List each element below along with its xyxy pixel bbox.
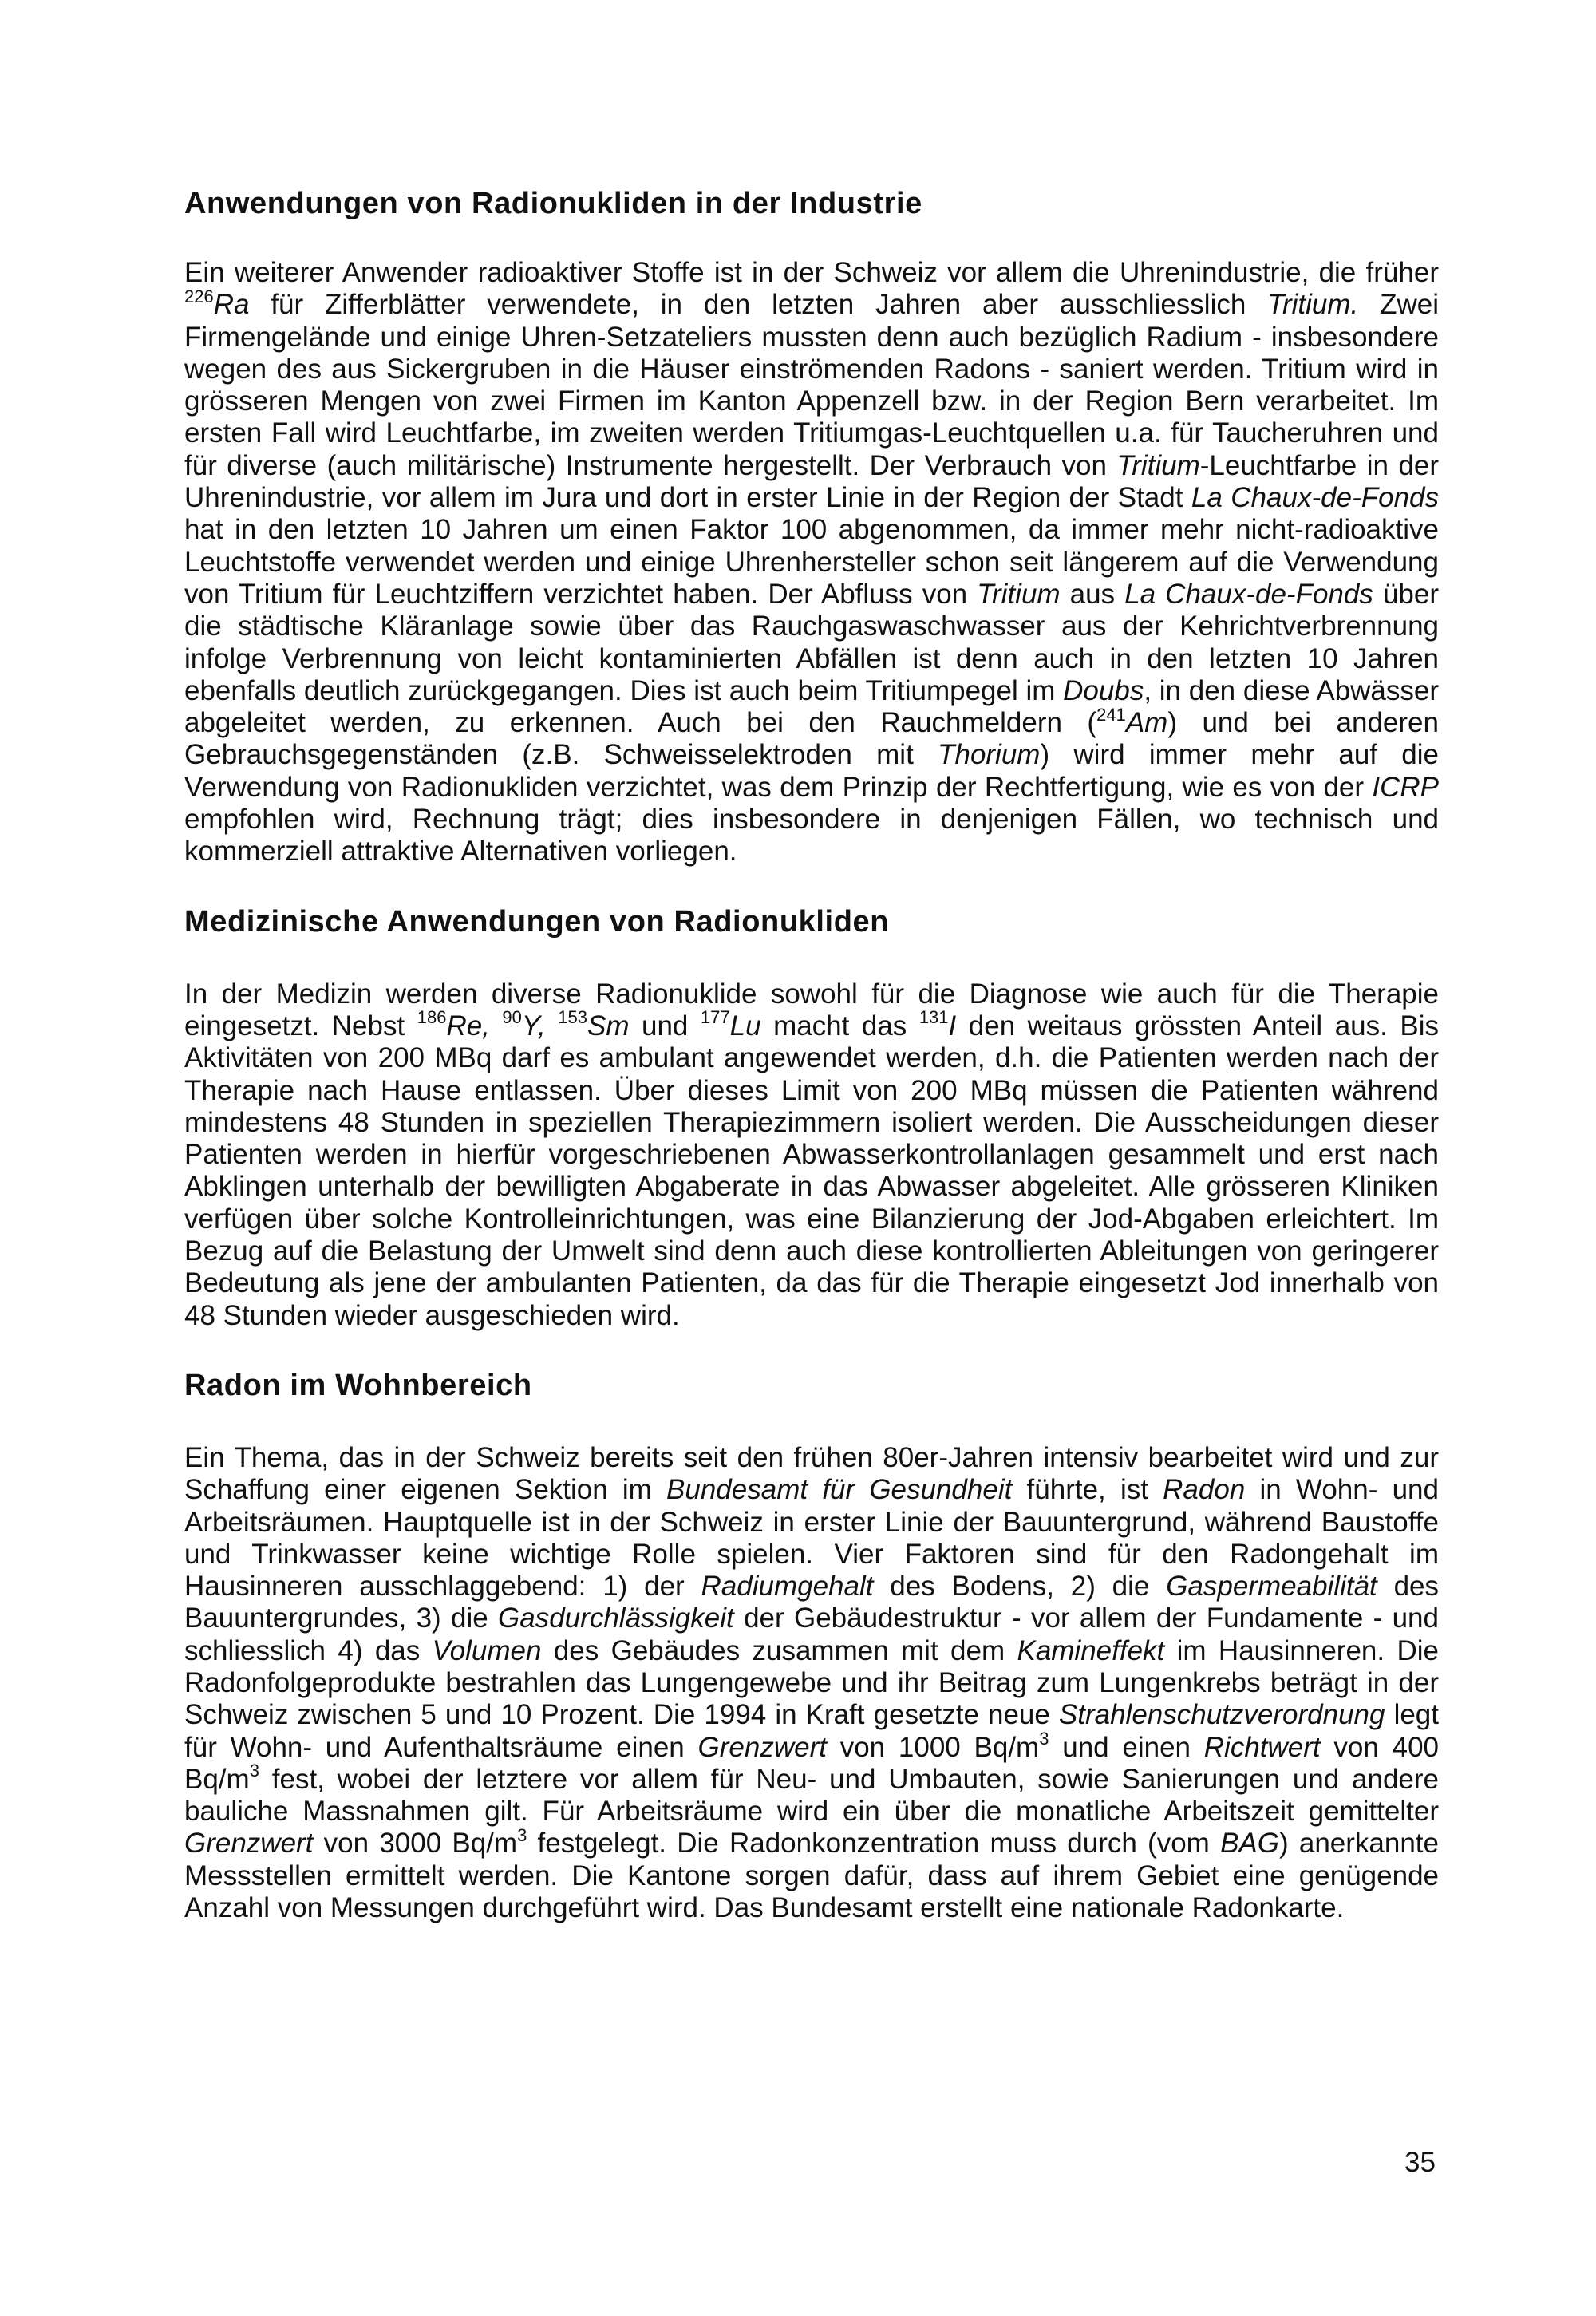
page-content <box>184 185 1439 1924</box>
section-heading-industry: Anwendungen von Radionukliden in der Industrie <box>184 187 922 220</box>
paragraph-medicine: In der Medizin werden diverse Radionuklide sowohl für die Diagnose wie auch für die Therapie eingesetzt. Nebst $^{186}$Re, $^{90}$Y, $^{153}$Sm und $^{177}$Lu macht das $^{131}$I den weitaus grössten Anteil aus. Bis Aktivitäten von 200 MBq darf es ambulant angewendet werden, d.h. die Patienten werden nach der Therapie nach Hause entlassen. Über dieses Limit von 200 MBq müssen die Patienten während mindestens 48 Stunden in speziellen Therapiezimmern isoliert werden. Die Ausscheidungen dieser Patienten werden in hierfür vorgeschriebenen Abwasserkontrollanlagen gesammelt und erst nach Abklingen unterhalb der bewilligten Abgaberate in das Abwasser abgeleitet. Alle grösseren Kliniken verfügen über solche Kontrolleinrichtungen, was eine Bilanzierung der Jod-Abgaben erleichtert. Im Bezug auf die Belastung der Umwelt sind denn auch diese kontrollierten Ableitungen von geringerer Bedeutung als jene der ambulanten Patienten, da das für die Therapie eingesetzt Jod innerhalb von 48 Stunden wieder ausgeschieden wird. <box>184 978 1439 1331</box>
section-heading-radon: Radon im Wohnbereich <box>184 1368 532 1402</box>
page-number: 35 <box>1404 2147 1436 2178</box>
section-heading-medicine: Medizinische Anwendungen von Radionukliden <box>184 904 890 939</box>
paragraph-industry: Ein weiterer Anwender radioaktiver Stoffe ist in der Schweiz vor allem die Uhrenindustrie, die früher $^{226}$Ra für Zifferblätter verwendete, in den letzten Jahren aber ausschliesslich Tritium. Zwei Firmengelände und einige Uhren-Setzateliers mussten denn auch bezüglich Radium - insbesondere wegen des aus Sickergruben in die Häuser einströmenden Radons - saniert werden. Tritium wird in grösseren Mengen von zwei Firmen im Kanton Appenzell bzw. in der Region Bern verarbeitet. Im ersten Fall wird Leuchtfarbe, im zweiten werden Tritiumgas-Leuchtquellen u.a. für Taucheruhren und für diverse (auch militärische) Instrumente hergestellt. Der Verbrauch von Tritium-Leuchtfarbe in der Uhrenindustrie, vor allem im Jura und dort in erster Linie in der Region der Stadt La Chaux-de-Fonds hat in den letzten 10 Jahren um einen Faktor 100 abgenommen, da immer mehr nicht-radioaktive Leuchtstoffe verwendet werden und einige Uhrenhersteller schon seit längerem auf die Verwendung von Tritium für Leuchtziffern verzichtet haben. Der Abfluss von Tritium aus La Chaux-de-Fonds über die städtische Kläranlage sowie über das Rauchgaswaschwasser aus der Kehrichtverbrennung infolge Verbrennung von leicht kontaminierten Abfällen ist denn auch in den letzten 10 Jahren ebenfalls deutlich zurückgegangen. Dies ist auch beim Tritiumpegel im Doubs, in den diese Abwässer abgeleitet werden, zu erkennen. Auch bei den Rauchmeldern ($^{241}$Am) und bei anderen Gebrauchsgegenständen (z.B. Schweisselektroden mit Thorium) wird immer mehr auf die Verwendung von Radionukliden verzichtet, was dem Prinzip der Rechtfertigung, wie es von der ICRP empfohlen wird, Rechnung trägt; dies insbesondere in denjenigen Fällen, wo technisch und kommerziell attraktive Alternativen vorliegen. <box>184 257 1440 868</box>
paragraph-radon: Ein Thema, das in der Schweiz bereits seit den frühen 80er-Jahren intensiv bearbeitet wird und zur Schaffung einer eigenen Sektion im Bundesamt für Gesundheit führte, ist Radon in Wohn- und Arbeitsräumen. Hauptquelle ist in der Schweiz in erster Linie der Bauuntergrund, während Baustoffe und Trinkwasser keine wichtige Rolle spielen. Vier Faktoren sind für den Radongehalt im Hausinneren ausschlaggebend: 1) der Radiumgehalt des Bodens, 2) die Gaspermeabilität des Bauuntergrundes, 3) die Gasdurchlässigkeit der Gebäudestruktur - vor allem der Fundamente - und schliesslich 4) das Volumen des Gebäudes zusammen mit dem Kamineffekt im Hausinneren. Die Radonfolgeprodukte bestrahlen das Lungengewebe und ihr Beitrag zum Lungenkrebs beträgt in der Schweiz zwischen 5 und 10 Prozent. Die 1994 in Kraft gesetzte neue Strahlenschutzverordnung legt für Wohn- und Aufenthaltsräume einen Grenzwert von 1000 $Bq/m^3$ und einen Richtwert von 400 $Bq/m^3$ fest, wobei der letztere vor allem für Neu- und Umbauten, sowie Sanierungen und andere bauliche Massnahmen gilt. Für Arbeitsräume wird ein über die monatliche Arbeitszeit gemittelter Grenzwert von 3000 $Bq/m^3$ festgelegt. Die Radonkonzentration muss durch (vom BAG) anerkannte Messstellen ermittelt werden. Die Kantone sorgen dafür, dass auf ihrem Gebiet eine genügende Anzahl von Messungen durchgeführt wird. Das Bundesamt erstellt eine nationale Radonkarte. <box>184 1441 1440 1924</box>
